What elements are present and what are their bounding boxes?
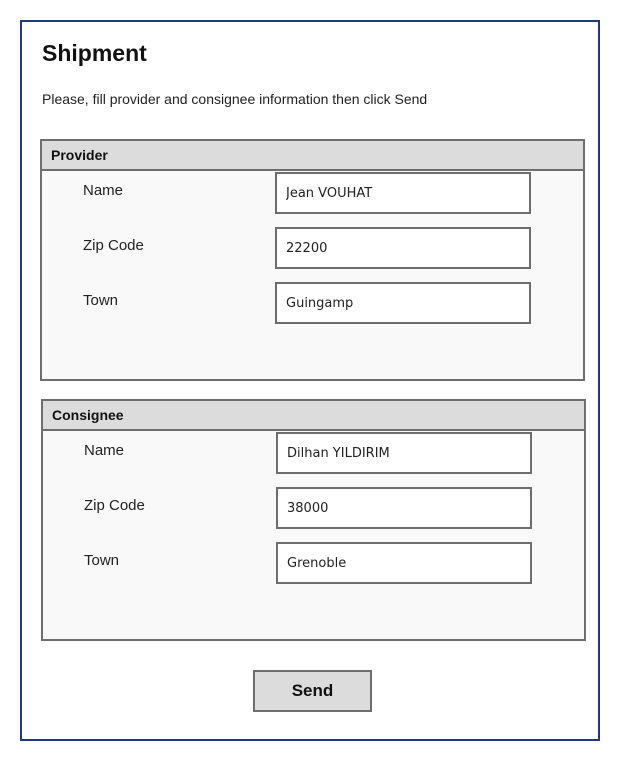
page-title: Shipment bbox=[42, 40, 147, 66]
consignee-town-input[interactable] bbox=[276, 542, 532, 584]
consignee-town-label: Town bbox=[84, 552, 120, 569]
shipment-form bbox=[20, 20, 600, 741]
provider-name-label: Name bbox=[83, 182, 124, 199]
consignee-name-label: Name bbox=[84, 442, 125, 459]
provider-section bbox=[40, 139, 585, 381]
consignee-header: Consignee bbox=[43, 401, 584, 431]
provider-name-input[interactable] bbox=[275, 172, 531, 214]
provider-zip-label: Zip Code bbox=[83, 237, 144, 254]
consignee-zip-label: Zip Code bbox=[84, 497, 145, 514]
instructions-text: Please, fill provider and consignee information then click Send bbox=[42, 91, 428, 107]
consignee-name-input[interactable] bbox=[276, 432, 532, 474]
provider-town-label: Town bbox=[83, 292, 119, 309]
consignee-section bbox=[41, 399, 586, 641]
provider-town-input[interactable] bbox=[275, 282, 531, 324]
consignee-zip-input[interactable] bbox=[276, 487, 532, 529]
provider-header: Provider bbox=[42, 141, 583, 171]
provider-zip-input[interactable] bbox=[275, 227, 531, 269]
send-button[interactable]: Send bbox=[253, 670, 372, 712]
